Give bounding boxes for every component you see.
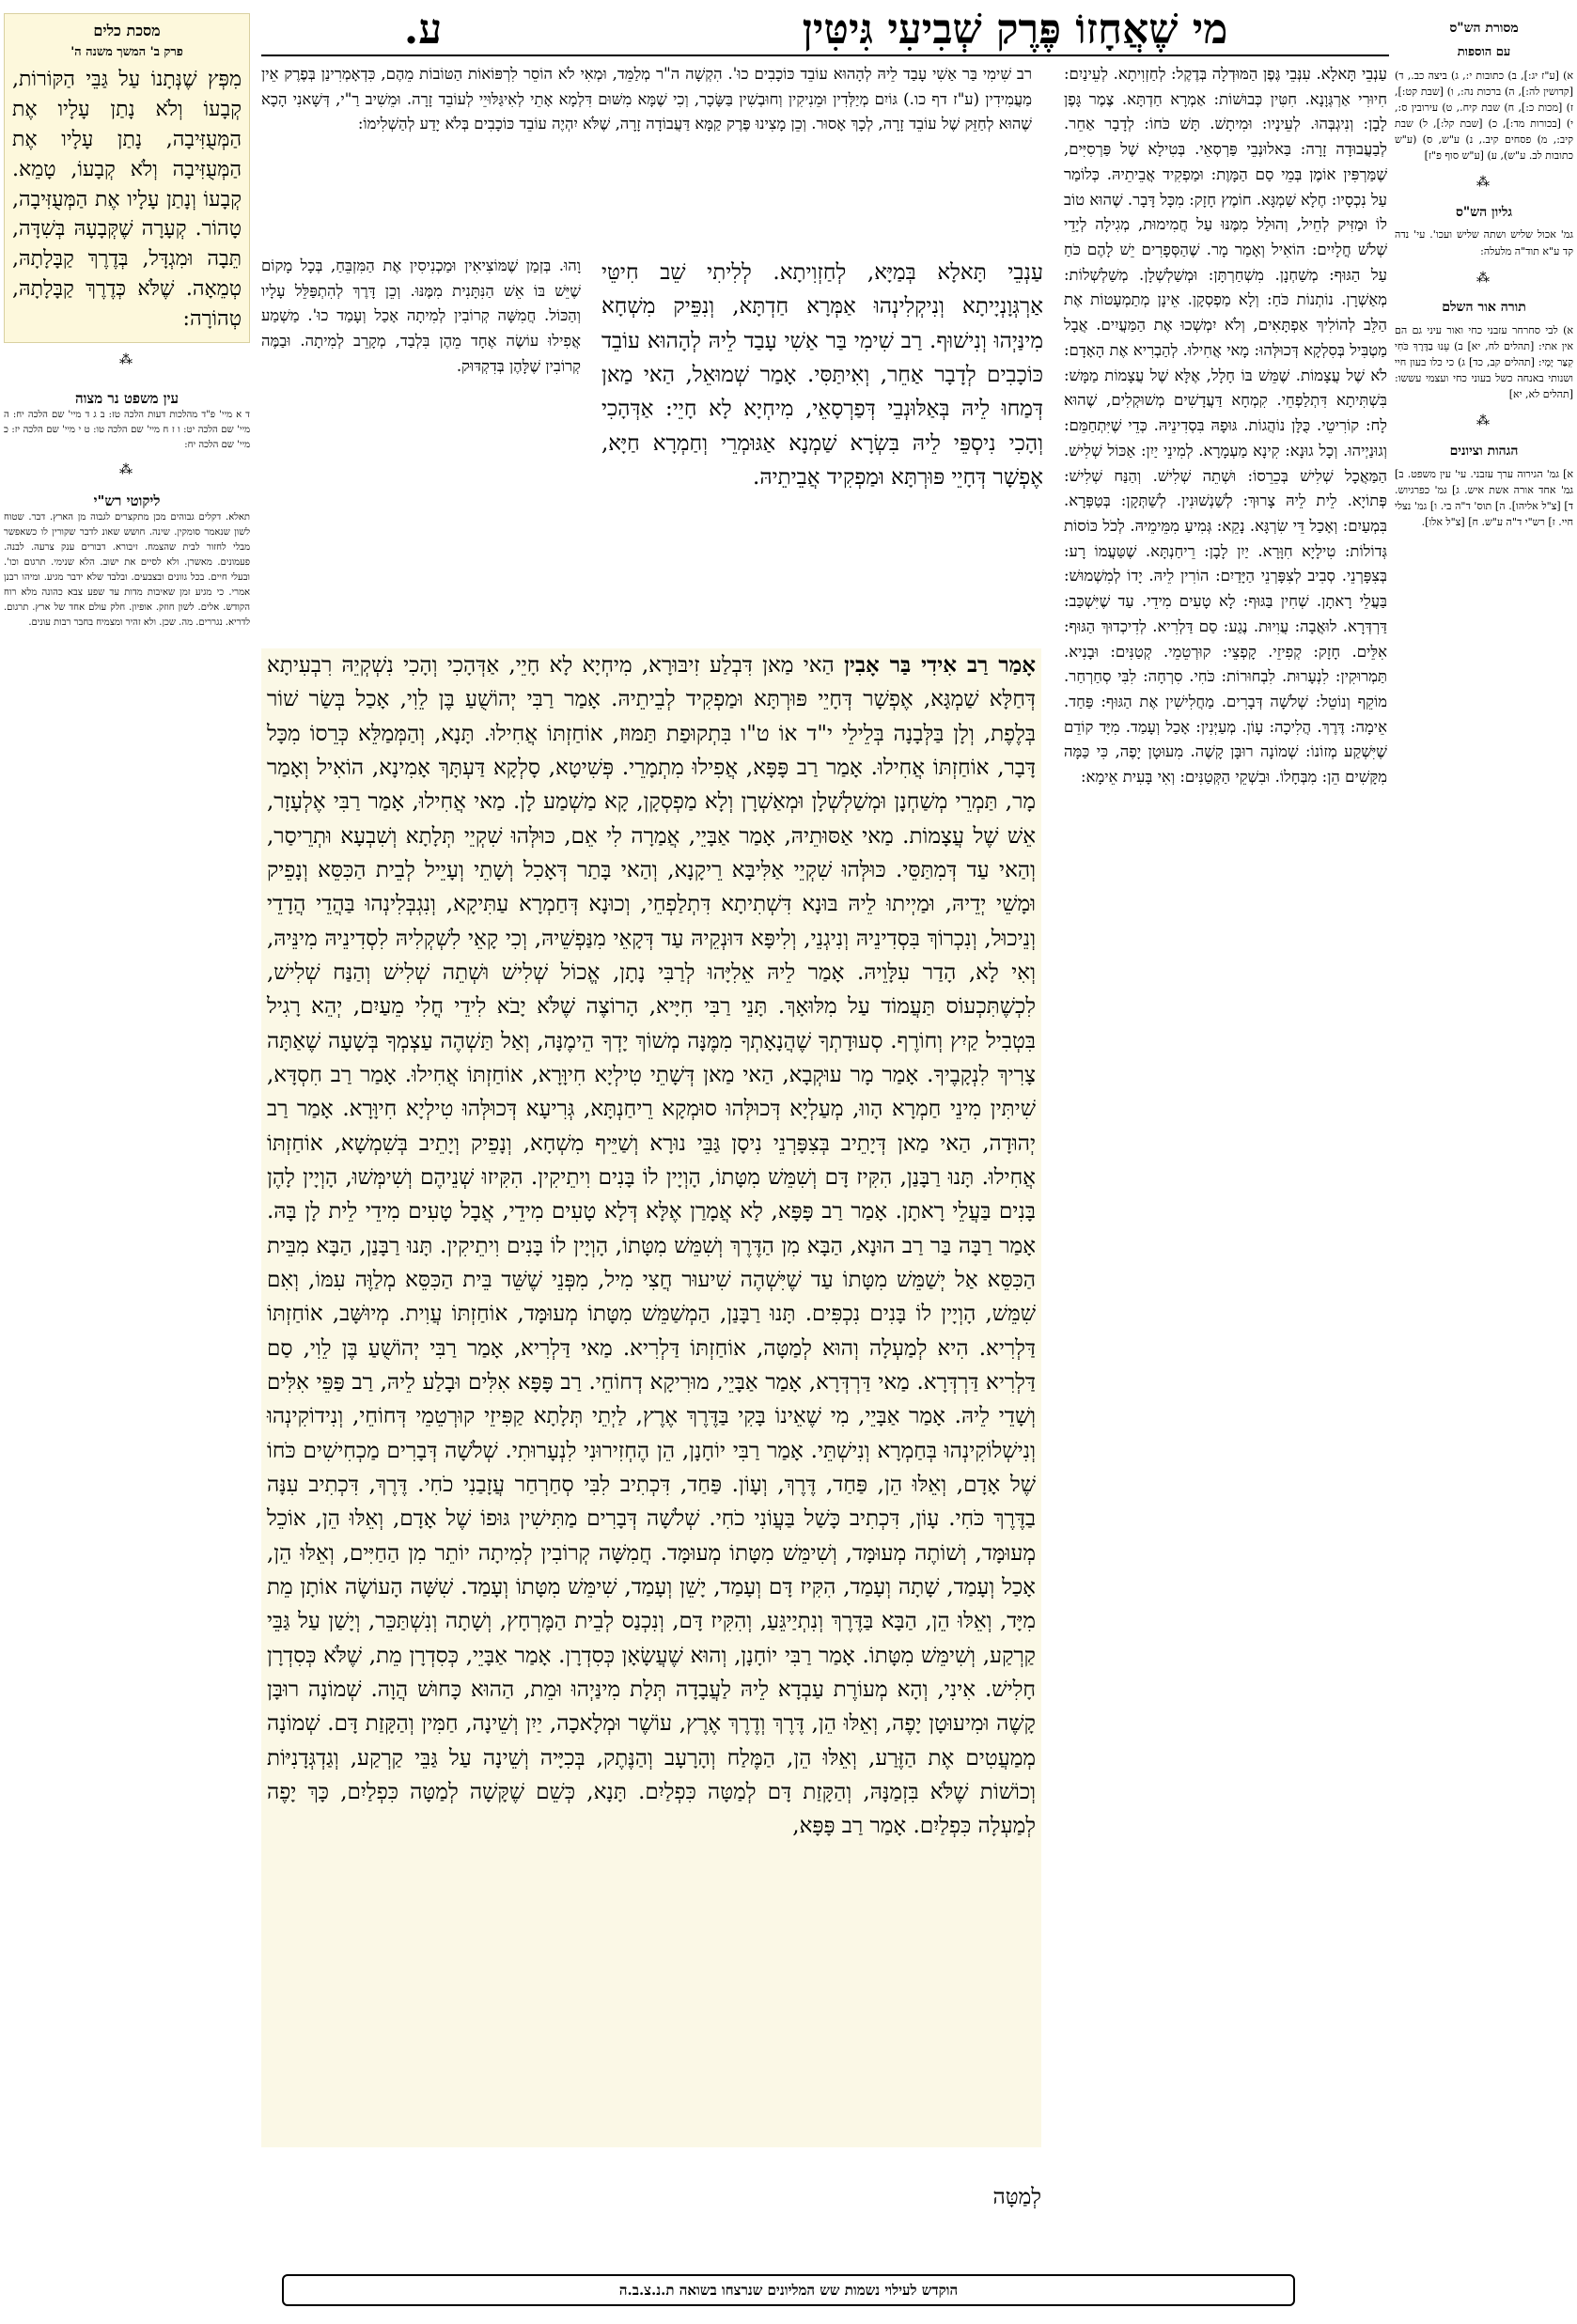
- torah-title: תורה אור השלם: [1442, 300, 1526, 316]
- header-divider: [261, 55, 1389, 56]
- gemara-text-top: עַנְבֵי תָּאלָא בְּמַיָּא, לְחַזְוִיתָא. לְלִיתִי שֵׁב חִיטֵּי אַרְגְּוָנְיָיתָא וְנִיקְלִינְהוּ אַמְּרָא חַדְתָּא, וְנִפֵּיק מִשְׁחָא מִינַּיְהוּ וְנִישׁוּף. רַב שִׁימִי בַּר אַשִׁי עָבַד לֵיהּ לְהָהוּא עוֹבֵד כּוֹכָבִים לְדָבָר אַחֵר, וְאִיתַּסִּי. אָמַר שְׁמוּאֵל, הַאי מַאן דְּמַחוּ לֵיהּ בְּאַלּוּנְבֵי דְּפַרְסָאֵי, מִיחְיָא לָא חָיֵי: אַדְּהָכִי וְהָכִי נִיסְפֵּי לֵיהּ בִּשְׂרָא שַׁמְנָא אַגּוּמְרֵי וְחַמְרָא חַיָּא, אֶפְשָׁר דְּחָיֵי פּוּרְתָּא וּמַפְקִיד אֲבֵיתֵיהּ.: [601, 260, 1043, 490]
- ornament-divider: ⁂: [119, 352, 134, 368]
- tosafot-commentary-lower: וָהוּ. בְּזְמַן שֶׁמּוֹצִיאִין וּמַכְנִיסִין אֶת הַמִּזְבֵּחַ, בְּכָל מָקוֹם שֶׁיֵּשׁ בּוֹ אֵשׁ הַנִּתָּנִית מִמֶּנּוּ. וְכֵן דָּרֶךְ לְהִתְפַּלֵּל עָלָיו וְהַכּוֹל. חֲמִשָּׁה קְרוֹבִין לְמִיתָה אָכַל וְעָמַד כוּ'. מַשְׁמַע אֲפִילוּ עוֹשֶׂה אֶחָד מֵהֶן בִּלְבַד, מְקָרֵב לְמִיתָה. וּבַמֶּה קְרוֹבִין שֶׁלָּהֶן בְּדִקְדּוּק.: [261, 257, 581, 375]
- hagahot-title: הגהות וציונים: [1449, 443, 1519, 459]
- mishnah-title: מסכת כלים: [93, 22, 161, 39]
- daf-number: ע.: [403, 6, 443, 54]
- ornament-divider: ⁂: [119, 462, 134, 478]
- dedication-footer: הוקדש לעילוי נשמות שש המליונים שנרצחו בשואה ת.נ.צ.ב.ה: [282, 2274, 1295, 2306]
- mishnah-subtitle: פרק ב' המשך משנה ה': [70, 45, 183, 59]
- masoret-subtitle: עם הוספות: [1457, 44, 1511, 59]
- gilyon-text: גמ' אכול שליש ושתה שליש ועכו'. עי' נדה קד ע"א תוד"ה מלעלה:: [1395, 228, 1573, 257]
- masoret-text: א) [ע"ז יג:], ב) כתובות י:, ג) ביצה כב., ד) [קדושין לה:], ה) ברכות נה:, ו) [שבת קט:], ז) [מכות כ:], ח) שבת קיח., ט) עירובין ס:, י) [בכורות מד:], כ) [שבת קל:], ל) שבת קיב:, מ) פסחים קיב., נ) ע"ש, ס) (ע"ש כתובות לב. ע"ש), ע) [ע"ש סוף פ"ז]: [1395, 69, 1573, 163]
- chapter-title: מי שֶׁאֲחָזוֹ פֶּרֶק שְׁבִיעִי גִּיטִּין: [802, 6, 1228, 54]
- ein-mishpat-text: ד א מיי' פ"ד מהלכות דעות הלכה טז: ב ג ד מיי' שם הלכה יח: ה מיי' שם הלכה יט: ו ז ח מיי' שם הלכה טו: ט י מיי' שם הלכה יז: כ מיי' שם הלכה יח:: [4, 410, 250, 451]
- gemara-body: הַאי מַאן דִּבְלַע זִיבּוּרָא, מִיחְיָא לָא חָיֵי, אַדְּהָכִי וְהָכִי נִשְׁקְיֵהּ רִבְעִיתָא דְּחַלָּא שַׁמְגָּא, אֶפְשָׁר דְּחָיֵי פּוּרְתָּא וּמַפְקִיד לְבֵיתֵיהּ. אָמַר רַבִּי יְהוֹשֻׁעַ בֶּן לֵוִי, אָכַל בְּשַׂר שׁוֹר בְּלֶפֶת, וְלָן בַּלְּבָנָה בְּלֵילֵי י"ד אוֹ ט"ו בִּתְקוּפַת תַּמּוּז, אוֹחַזְתּוֹ אֲחִילוּ. תָּנָא, וְהַמְּמַלֵּא כְּרֵסוֹ מִכָּל דָּבָר, אוֹחַזְתּוֹ אֲחִילוּ. אָמַר רַב פָּפָּא, אֲפִילוּ מִתְמָרֵי. פְּשִׁיטָא, סָלְקָא דַּעְתָּךְ אָמִינָא, הוֹאִיל וְאָמַר מָר, תַּמְרֵי מְשַׁחְנָן וּמְשַׁלְשְׁלָן וּמְאַשְׁרָן וְלָא מַפְסְקָן, קָא מַשְׁמַע לָן. מַאי אֲחִילוּ, אָמַר רַבִּי אֶלְעָזָר, אֵשׁ שֶׁל עֲצָמוֹת. מַאי אַסּוּתֵיהּ, אָמַר אַבָּיֵי, אֲמַרָה לִי אֵם, כּוּלְּהוּ שִׁקְיֵי תְּלָתָא וְשִׁבְעָא וּתְרֵיסַר, וְהַאי עַד דְּמִתַּסֵּי. כּוּלְּהוּ שִׁקְיֵי אַלִּיבָּא רֵיקָנָא, וְהַאי בָּתַר דְּאָכִל וְשָׁתֵי וְעָיֵיל לְבֵית הַכִּסֵּא וְנָפֵיק וּמָשֵׁי יְדֵיהּ, וּמַיְיתוּ לֵיהּ בּוּנָא דִּשְׁתִיתָא דִּתְלַפְחֵי, וְכוּנָא דְּחַמְרָא עַתִּיקָא, וְנִגְבְּלִינְהוּ בַּהֲדֵי הֲדָדֵי וְנֵיכוּל, וְנִכְרוֹךְ בִּסְדִינֵיהּ וְנִיגְנֵי, וְלִיפָּא דּוּנְקֵיהּ עַד דְּקָאֵי מִנַּפְשֵׁיהּ, וְכִי קָאֵי לִשְׁקְלִיהּ לִסְדִינֵיהּ מִינֵּיהּ, וְאִי לָא, הָדַר עִלָּוֵיהּ. אָמַר לֵיהּ אֵלִיָּהוּ לְרַבִּי נָתָן, אֱכוֹל שְׁלִישׁ וּשְׁתֵה שְׁלִישׁ וְהַנַּח שְׁלִישׁ, לִכְשֶׁתִּכְעוֹס תַּעֲמוֹד עַל מִלּוּאָךְ. תָּנֵי רַבִּי חִיָּיא, הָרוֹצֶה שֶׁלֹּא יָבֹא לִידֵי חֳלִי מֵעַיִם, יְהֵא רָגִיל בִּטְבִיל קַיִץ וְחוֹרֶף. סְעוּדָתְךָ שֶׁהֲנָאָתְךָ מִמֶּנָּה מְשׁוֹךְ יָדְךָ הֵימֶנָּה, וְאַל תַּשְׁהֶה עַצְמְךָ בְּשָׁעָה שֶׁאַתָּה צָרִיךְ לִנְקָבֶיךָ. אָמַר מָר עוּקְבָא, הַאי מַאן דְּשָׁתֵי טִילְיָא חִיוָּרָא, אוֹחַזְתּוֹ אֲחִילוּ. אָמַר רַב חִסְדָּא, שִׁיתִּין מִינֵי חַמְרָא הָווּ, מְעַלְיָא דְּכוּלְּהוּ סוּמְקָא רֵיחַנְתָּא, גְּרִיעָא דְּכוּלְּהוּ טִילְיָא חִיוָּרָא. אָמַר רַב יְהוּדָה, הַאי מַאן דְּיָתֵיב בְּצִפָּרְנֵי נִיסָן גַּבֵּי נוּרָא וְשַׁיֵּיף מִשְׁחָא, וְנָפֵיק וְיָתֵיב בְּשִׁמְשָׁא, אוֹחַזְתּוֹ אֲחִילוּ. תָּנוּ רַבָּנַן, הִקִּיז דָּם וְשִׁמֵּשׁ מִטָּתוֹ, הָוְיָין לוֹ בָּנִים וִיתֵיקִין. הִקִּיזוּ שְׁנֵיהֶם וְשִׁימְּשׁוּ, הָוְיָין לָהֶן בָּנִים בַּעֲלֵי רָאתָן. אָמַר רַב פָּפָּא, לָא אֲמָרַן אֶלָּא דְּלָא טָעִים מִידֵי, אֲבָל טָעִים מִידֵי לֵית לָן בָּהּ. אָמַר רַבָּה בַּר רַב הוּנָא, הַבָּא מִן הַדֶּרֶךְ וְשִׁמֵּשׁ מִטָּתוֹ, הָוְיָין לוֹ בָּנִים וִיתֵיקִין. תָּנוּ רַבָּנַן, הַבָּא מִבֵּית הַכִּסֵּא אַל יְשַׁמֵּשׁ מִטָּתוֹ עַד שֶׁיִּשְׁהֶה שִׁיעוּר חֲצִי מִיל, מִפְּנֵי שֶׁשֵּׁד בֵּית הַכִּסֵּא מְלַוֶּה עִמּוֹ, וְאִם שִׁמֵּשׁ, הָוְיָין לוֹ בָּנִים נִכְפִּים. תָּנוּ רַבָּנַן, הַמְשַׁמֵּשׁ מִטָּתוֹ מְעוּמָּד, אוֹחַזְתּוֹ עֲוִית. מְיוּשָּׁב, אוֹחַזְתּוֹ דַּלְרִיא. הִיא לְמַעְלָה וְהוּא לְמַטָּה, אוֹחַזְתּוֹ דַּלְרִיא. מַאי דַּלְרִיא, אָמַר רַבִּי יְהוֹשֻׁעַ בֶּן לֵוִי, סַם דַּלְרִיא דַּרְדְּרָא. מַאי דַּרְדְּרָא, אָמַר אַבָּיֵי, מוּרִיקָא דְחוֹחֵי. רַב פָּפָּא אִלִּים וּבָלַע לֵיהּ, רַב פַּפֵּי אִלִּים וְשָׁדֵי לֵיהּ. אָמַר אַבָּיֵי, מִי שֶׁאֵינוֹ בָּקִי בַּדֶּרֶךְ אֶרֶץ, לַיְתֵי תְּלָתָא קַפִּיזֵי קוּרְטֵמֵי דְּחוֹחֵי, וְנִידוֹקִינְהוּ וְנִישְׁלוֹקִינְהוּ בְּחַמְרָא וְנִישְׁתֵּי. אָמַר רַבִּי יוֹחָנָן, הֵן הֶחְזִירוּנִי לִנְעָרוּתִי. שְׁלֹשָׁה דְּבָרִים מַכְחִישִׁים כֹּחוֹ שֶׁל אָדָם, וְאֵלּוּ הֵן, פַּחַד, דֶּרֶךְ, וְעָוֹן. פַּחַד, דִּכְתִיב לִבִּי סְחַרְחַר עֲזָבַנִי כֹחִי. דֶּרֶךְ, דִּכְתִיב עִנָּה בַדֶּרֶךְ כֹּחִי. עָוֹן, דִּכְתִיב כָּשַׁל בַּעֲוֹנִי כֹחִי. שְׁלֹשָׁה דְּבָרִים מַתִּישִׁין גּוּפוֹ שֶׁל אָדָם, וְאֵלּוּ הֵן, אוֹכֵל מְעוּמָּד, וְשׁוֹתֶה מְעוּמָּד, וְשִׁימֵּשׁ מִטָּתוֹ מְעוּמָּד. חֲמִשָּׁה קְרוֹבִין לְמִיתָה יוֹתֵר מִן הַחַיִּים, וְאֵלּוּ הֵן, אָכַל וְעָמַד, שָׁתָה וְעָמַד, הִקִּיז דָּם וְעָמַד, יָשֵׁן וְעָמַד, שִׁימֵּשׁ מִטָּתוֹ וְעָמַד. שִׁשָּׁה הָעוֹשֶׂה אוֹתָן מֵת מִיָּד, וְאֵלּוּ הֵן, הַבָּא בַּדֶּרֶךְ וְנִתְיַיגֵּעַ, וְהִקִּיז דָּם, וְנִכְנַס לְבֵית הַמֶּרְחָץ, וְשָׁתָה וְנִשְׁתַּכֵּר, וְיָשַׁן עַל גַּבֵּי קַרְקַע, וְשִׁימֵּשׁ מִטָּתוֹ. אָמַר רַבִּי יוֹחָנָן, וְהוּא שֶׁעֲשָׂאָן כְּסִדְרָן. אָמַר אַבָּיֵי, כְּסִדְרָן מֵת, שֶׁלֹּא כְּסִדְרָן חָלִישׁ. אִינִי, וְהָא מְעוֹרֶת עַבְדָא לֵיהּ לַעֲבָדָה תְּלָת מִינַּיְהוּ וּמֵת, הַהוּא כָּחוּשׁ הֲוָה. שְׁמוֹנָה רוּבָּן קָשֶׁה וּמִיעוּטָן יָפֶה, וְאֵלּוּ הֵן, דֶּרֶךְ וְדֶרֶךְ אֶרֶץ, עוֹשֶׁר וּמְלָאכָה, יַיִן וְשֵׁינָה, חַמִּין וְהַקָּזַת דָּם. שְׁמוֹנָה מְמַעֲטִים אֶת הַזֶּרַע, וְאֵלּוּ הֵן, הַמֶּלַח וְהָרָעָב וְהַנֶּתֶק, בְּכִיָּיה וְשֵׁינָה עַל גַּבֵּי קַרְקַע, וְגַדְגְּדָנִיּוֹת וְכוֹשׁוֹת שֶׁלֹּא בִּזְמַנָּהּ, וְהַקָּזַת דָּם לְמַטָּה כִּפְלַיִם. תָּנָא, כְּשֵׁם שֶׁקָּשָׁה לְמַטָּה כִּפְלַיִם, כָּךְ יָפֶה לְמַעְלָה כִּפְלַיִם. אָמַר רַב פָּפָּא,: [267, 653, 1037, 1839]
- ornament-divider: ⁂: [1476, 175, 1491, 191]
- ein-mishpat-title: עין משפט נר מצוה: [74, 390, 180, 408]
- torah-text: א) לבי סחרחר עזבני כחי ואור עיני גם הם אין אתי: [תהלים לח, יא] ב) עֵנוּ בַדֶּרֶךְ כֹּחִי קִצַּר יָמָי: [תהלים קב, כד] ג) כי כלו בעון חיי ושנותי באנחה כשל בעוני כחי ועצמי עששו: [תהלים לא, יא]: [1395, 323, 1573, 401]
- mishnah-text: מִפְּץ שֶׁנְּתָנוֹ עַל גַּבֵּי הַקּוֹרוֹת, קְבָעוֹ וְלֹא נָתַן עָלָיו אֶת הַמְּעֻזִּיבָה, נָתַן עָלָיו אֶת הַמְּעֻזִּיבָה וְלֹא קְבָעוֹ, טָמֵא. קְבָעוֹ וְנָתַן עָלָיו אֶת הַמְּעֻזִּיבָה, טָהוֹר. קְעָרָה שֶׁקְּבָעָהּ בְּשִׁדָּה, תֵּבָה וּמִגְדָּל, בְּדֶרֶךְ קַבָּלָתָהּ, טְמֵאָה. שֶׁלֹּא כְּדֶרֶךְ קַבָּלָתָהּ, טְהוֹרָה:: [12, 68, 242, 332]
- gemara-last-word: לְמַטָּה: [992, 2185, 1041, 2209]
- tosafot-commentary: רב שִׁימִי בַּר אַשִׁי עָבַד לֵיהּ לְהָהוּא עוֹבֵד כּוֹכָבִים כוּ'. הִקְשָׁה ה"ר מְלַמֵּד, וּמְאִי לֹא הוֹסֵר לִרְפּוֹאוֹת הַטּוֹבוֹת מֵהֶם, כִּדְאָמְרִינַן בְּפֶרֶק אֵין מַעֲמִידִין (ע"ז דף כו.) גּוֹיִם מְיַלְּדִין וּמֵנִיקִין וְחוּבְשִׁין בַּשָּׂכָר, וְכִי שֶׁמָּא מִשּׁוּם דִּלְמָא אָתֵי לְאִיגַּלּוּיֵי לְעוֹבֵד זָרָה. וּמֵשִׁיב רַ"י, דְּשָׁאנִי הָכָא שֶׁהוּא לְחַזֵּק שֶׁל עוֹבֵד זָרָה, לְכָךְ אָסוּר. וְכֵן מָצִינוּ פֶּרֶק קַמָּא דַּעֲבוֹדָה זָרָה, שֶׁלֹּא יִהְיֶה עוֹבֵד כּוֹכָבִים בְּלֹא יָדַע לְהַשְׁלִימוֹ:: [261, 65, 1032, 133]
- right-margin-column: [1395, 13, 1573, 1009]
- rashi-commentary: עַנְבֵי תָּאלָא. עִנְּבֵי גֶּפֶן הַמּוּדְלָה בְּדֶקֶל: לְחַזְוִיתָא. לְעֵינַיִם: חִיוּרִי אַרְגְּוָנָא. חִטִּין כְּבוּשׁוֹת: אַמְרָא חַדְתָּא. צֶמֶר גָּפֶן לָבָן: וְנִיגְבְּהוּ. לְעֵינָיו: וּמִיתָשׁ. תָּשׁ כֹּחוֹ: לְדָבָר אַחֵר. לְבַעֲבוּדָה זָרָה: בַּאלוּנְבֵי פַּרְסְאֵי. בְּטִילָא שֶׁל פַּרְסִיִּים, שֶׁמַּרְפִּין אוֹמֶן בְּמֵי סַם הַמָּוֶת: וּמַפְקִיד אֲבֵיתֵיהּ. כְּלוֹמַר עַל נִכְסָיו: חֶלָא שַׁמְגָּא. חוֹמֶץ חָזָק: מִכָּל דָּבָר. שֶׁהוּא טוֹב לוֹ וּמַזִּיק לְחֵיל, וְהוּלַל מִמֶּנּוּ עַל חֲמִימוּת, מְגִילָה לְיָדֵי שְׁלֹשׁ חֳלָיִים: הוֹאִיל וְאָמַר מָר. שֶׁהַסְּפָרִים יֵשׁ לָהֶם כֹּחַ עַל הַגּוּף: מְשַׁחְנָן. מִשְׁחַרְתָּן: וּמְשַׁלְשְׁלָן. מְשַׁלְשְׁלוֹת: מְאַשְׁרָן. נוֹתְנוֹת כֹּחַ: וְלָא מַפְסְקָן. אֵינָן מְתַמְעָטוֹת אֶת הַלֵּב לְהוֹלִיךְ אַפְתָּאִים, וְלֹא יִמְשְׁכוּ אֶת הַמַּעֲיִים. אֲבָל מַטְבִּיל בְּסִלְקָא דְּכוּלְּהוּ: מָאי אֲחִילוּ. לְהַבְרִיא אֶת הָאָדָם: לֹא שֶׁל עֲצָמוֹת. שֶׁמֵּשׁ בּוֹ חָלָל, אֶלָּא שֶׁל עֲצָמוֹת מַמָּשׁ: בִּשְׁתִּיתָא דִּתְלַפְחֵי. קִמְחָא דַּעֲדָשִׁים מְשׁוּקְלִים, שֶׁהוּא לָח: קוֹרִיטֵי. כֻּלָּן נוֹהֲגוֹת. גּוּפָהּ בִּסְדִינֵיהּ. כְּדֵי שֶׁיִּתְחַמֵּם: וְגוּנַיְיהוּ. וְכָל גוּנָא: קִינָא מַעְמָרָא. לְמִינֵי יַיִן: אַכּוֹל שְׁלִישׁ. הַמַּאֲכָל שְׁלִישׁ בְּכֵרֵסוֹ: וּשְׁתֵה שְׁלִישׁ. וְהַנַּח שְׁלִישׁ: פְּתוֹיָא. לֵית לֵיהּ צָרוּךְ: לְשַׁנְשׁוּנִין. לְשַׁתְּקָן: בְּטַפְּרָא. בִּמְעַיִם: וְאָכַל דֵּי שִׂרְגָּא. נָקֵא: גְּמִיעַ מִמֵּימֵיהּ. לְכֹל כּוֹסוֹת גְּדוֹלוֹת: טִילָיָא חִוָּרָא. יַיִן לָבָן: רֵיחַנְתָּא. שֶׁטַּעֲמוֹ רָע: בְּצִפָּרְנֵי. סְבִיב לְצִפָּרְנֵי הַיָּדַיִם: הוֹרִין לֵיהּ. יָדוֹ לְמִשְׁמוּשׁ: בַּעֲלֵי רָאתָן. שְׁחִין בַּגּוּף: לָא טָעִים מִידֵי. עַד שֶׁיִּשְׁכַּב: דַּרְדְּרָא. לוּאֲבָה: עֲוִיוּת. נֶגַע: סַם דַּלְרִיא. לְדִיכְדוּךְ הַגּוּף: אִלֵּים. חָזָק: קְפִיזֵי. קָפְצֵי: קוּרְטֵמֵי. קְטַנִּים: וּבָנִיא. תַּמְרוּקִין: לִנְעָרוּת. לִבְחוּרוֹת: כֹּחִי. סִרְחָה: לִבִּי סְחַרְחַר. מוֹקֵף וְנוֹטֵל: שְׁלֹשָׁה דְּבָרִים. מַחֲלִישִׁין אֶת הַגּוּף: פַּחַד. אֵימָה: דֶּרֶךְ. הֲלִיכָה: עָוֹן. מְעַיְּנִין: אָכַל וְעָמַד. מִיָּד קוֹדֵם שֶׁיִּשְׁקַע מְזוֹנוֹ: שְׁמוֹנָה רוּבָּן קָשֶׁה. מִעוּטָן יָפֶה, כִּי כַּמָּה מִקָּשִׁים הֵן: מִבְּחָלוֹ. וּבִשְׁקֵי הַקְּטַנִּים: וְאִי בָּעִית אֵימָא:: [1064, 65, 1387, 787]
- mishnah-box: [4, 13, 250, 343]
- masoret-title: מסורת הש"ס: [1449, 21, 1519, 36]
- ornament-divider: ⁂: [1476, 413, 1491, 429]
- likkutei-rashi-text: תאלא. דקלים גבוהים מכן מתקצרים לגבוה מן הארץ. דבר. שטוח לשון שנאמר סומקין. שינה. חושש שאונ לדבר שקורין לו כשאפשר מבלי לחזור לבית שהצמח. זיבורא. דבורים ענק צרעה. לבנה. פעמונים. מאשרן. ולא לסיים את ישוב. הלא שנימי. תרגום וכו'. ובעלי חיים. בכל גוונים ובצבעים. ובלבד שלא ידבר מגיע. ומיהו רבנן אמרי. כי מגיע זמן שאיבות מדות עד שפע צבא כהונה מלא רוח הקודש. אלים. לשון חוזק. אופיון. חלק עולם אחד של ארץ. תרגום. לדריא. נגררים. מה. שכן. ולא זהיר ומצמיח בחבר רבות עונים.: [4, 512, 250, 629]
- gemara-text-main: [261, 648, 1041, 2147]
- hagahot-text: א] גמ' הגירוה ערך עזבני. עי' עין משפט. ב] גמ' אחד אורה אשת איש. ג] גמ' כפרגיוש. ד] [צ"ל אליהו]. ה] תוס' ד"ה בי. ו] גמ' נצלי חיי. ז] רש"י ד"ה ע"ש. ח] [צ"ל אלו].: [1395, 467, 1573, 528]
- left-margin-column: [4, 13, 250, 2193]
- gemara-lead: אָמַר רַב אִידִי בַּר אָבִין: [844, 652, 1037, 678]
- gilyon-title: גליון הש"ס: [1455, 204, 1513, 220]
- likkutei-rashi-title: ליקוטי רש"י: [93, 492, 161, 510]
- ornament-divider: ⁂: [1476, 270, 1491, 286]
